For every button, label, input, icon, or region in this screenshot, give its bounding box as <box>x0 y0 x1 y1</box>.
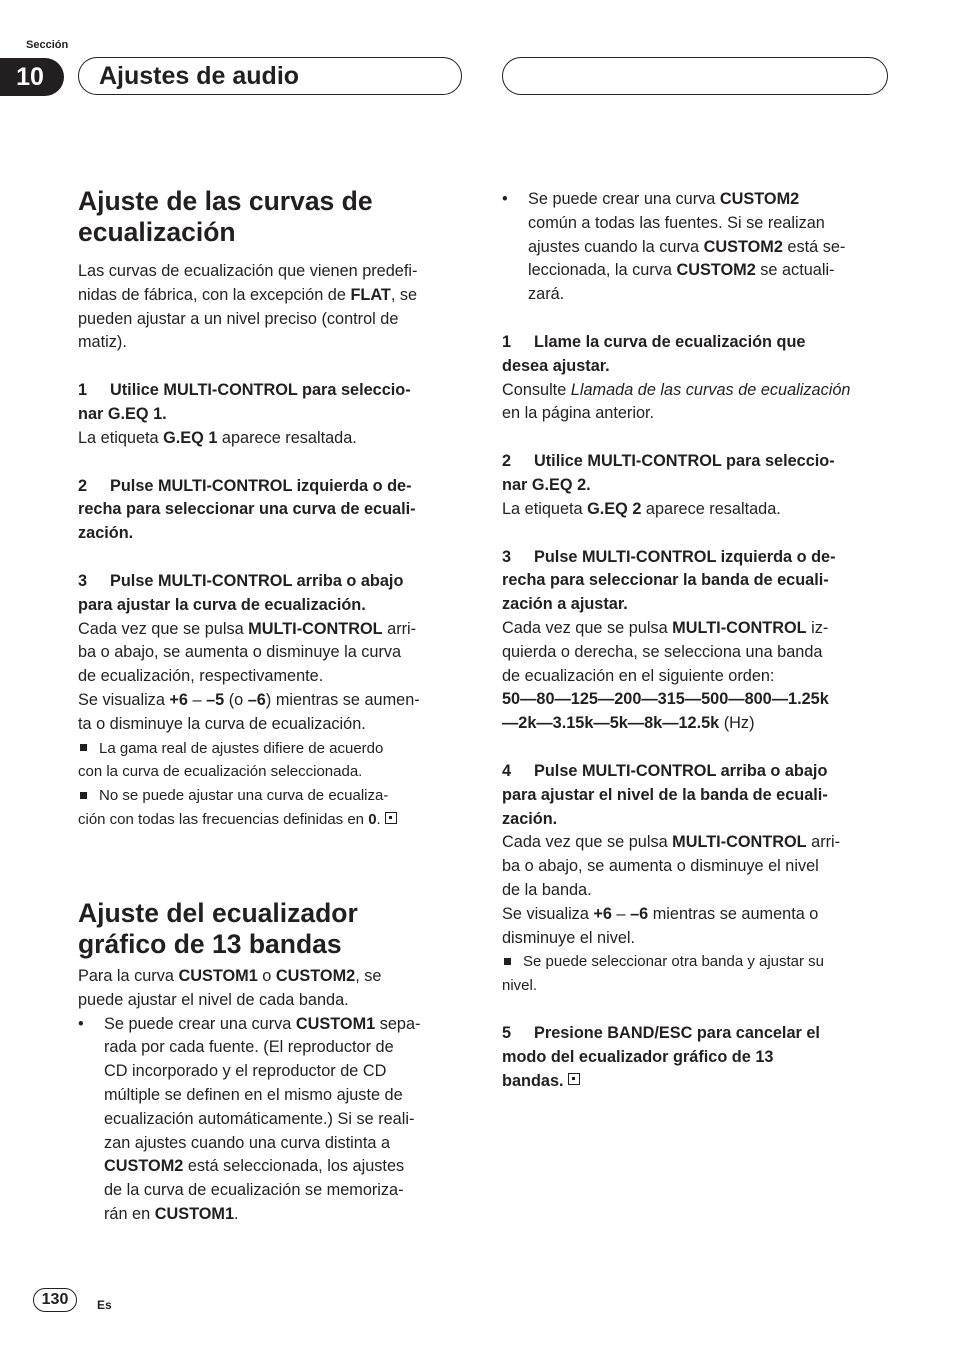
r-step-4-body: Cada vez que se pulsa MULTI-CONTROL arri- ba o abajo, se aumenta o disminuye el nivel de la banda. Se visualiza +6 – –6 mientras se aumenta o disminuye el nivel. <box>502 833 841 947</box>
left-column-lower <box>78 898 466 1227</box>
step-3-body: Cada vez que se pulsa MULTI-CONTROL arri- ba o abajo, se aumenta o disminuye la curva de ecualización, respectivamente. Se visualiza +6 – –5 (o –6) mientras se aumen- ta o disminuye la curva de ecualización. <box>78 619 420 733</box>
heading-ecualizador: Ajuste del ecualizador gráfico de 13 bandas <box>78 898 358 959</box>
r-step-4-title: 4 Pulse MULTI-CONTROL arriba o abajo para ajustar el nivel de la banda de ecuali- zación. <box>502 761 828 828</box>
bullet-custom1: • Se puede crear una curva CUSTOM1 sepa- rada por cada fuente. (El reproductor de CD incorporado y el reproductor de CD múltiple se definen en el mismo ajuste de ecualización automáticamente.) Si se reali- zan ajustes cuando una curva distinta a CUSTOM2 está seleccionada, los ajustes de la curva de ecualización se memoriza- rán en CUSTOM1. <box>78 1013 466 1227</box>
note-1: La gama real de ajustes difiere de acuerdo con la curva de ecualización seleccionada. <box>78 739 384 781</box>
r-step-3-body: Cada vez que se pulsa MULTI-CONTROL iz- quierda o derecha, se selecciona una banda de ecualización en el siguiente orden: 50—80—125—200—315—500—800—1.25k —2k—3.15k—5k—8k—12.5k (Hz) <box>502 618 829 733</box>
section-number-badge: 10 <box>0 58 64 96</box>
bullet-icon: • <box>78 1014 84 1033</box>
frequency-list: 50—80—125—200—315—500—800—1.25k <box>502 690 829 709</box>
bullet-custom2: • Se puede crear una curva CUSTOM2 común a todas las fuentes. Si se realizan ajustes cuando la curva CUSTOM2 está se- leccionada, la curva CUSTOM2 se actuali- zará. <box>502 188 890 307</box>
header-empty-box <box>502 57 888 95</box>
step-3-title: 3 Pulse MULTI-CONTROL arriba o abajo para ajustar la curva de ecualización. <box>78 571 404 614</box>
bullet-icon: • <box>502 190 508 208</box>
section-title: Ajustes de audio <box>78 57 462 95</box>
r-step-1-title: 1 Llame la curva de ecualización que desea ajustar. <box>502 332 806 375</box>
eq-intro: Para la curva CUSTOM1 o CUSTOM2, se puede ajustar el nivel de cada banda. <box>78 967 382 1009</box>
heading-curvas: Ajuste de las curvas de ecualización <box>78 186 373 247</box>
r-note: Se puede seleccionar otra banda y ajustar su nivel. <box>502 953 825 995</box>
note-2: No se puede ajustar una curva de ecualiza- ción con todas las frecuencias definidas en 0. <box>78 784 466 832</box>
step-1-body: La etiqueta G.EQ 1 aparece resaltada. <box>78 428 357 447</box>
left-column <box>78 186 466 832</box>
end-mark-icon <box>385 812 397 824</box>
note-square-icon <box>80 792 87 799</box>
r-step-2-title: 2 Utilice MULTI-CONTROL para seleccio- nar G.EQ 2. <box>502 452 835 494</box>
r-step-3-title: 3 Pulse MULTI-CONTROL izquierda o de- recha para seleccionar la banda de ecuali- zación a ajustar. <box>502 547 836 614</box>
right-column <box>502 188 890 1093</box>
r-step-5-title: 5 Presione BAND/ESC para cancelar el modo del ecualizador gráfico de 13 bandas. <box>502 1023 820 1090</box>
note-square-icon <box>504 958 511 965</box>
end-mark-icon <box>568 1073 580 1085</box>
r-step-2-body: La etiqueta G.EQ 2 aparece resaltada. <box>502 499 781 518</box>
page-number: 130 <box>33 1288 77 1312</box>
section-label: Sección <box>26 39 69 51</box>
intro-paragraph: Las curvas de ecualización que vienen predefi- nidas de fábrica, con la excepción de FLAT, se pueden ajustar a un nivel preciso (control de matiz). <box>78 262 418 352</box>
language-code: Es <box>97 1298 112 1312</box>
r-step-1-body: Consulte Llamada de las curvas de ecualización en la página anterior. <box>502 380 851 423</box>
step-1-title: 1 Utilice MULTI-CONTROL para seleccio- nar G.EQ 1. <box>78 381 411 423</box>
step-2-title: 2 Pulse MULTI-CONTROL izquierda o de- recha para seleccionar una curva de ecuali- zación. <box>78 476 416 543</box>
note-square-icon <box>80 744 87 751</box>
